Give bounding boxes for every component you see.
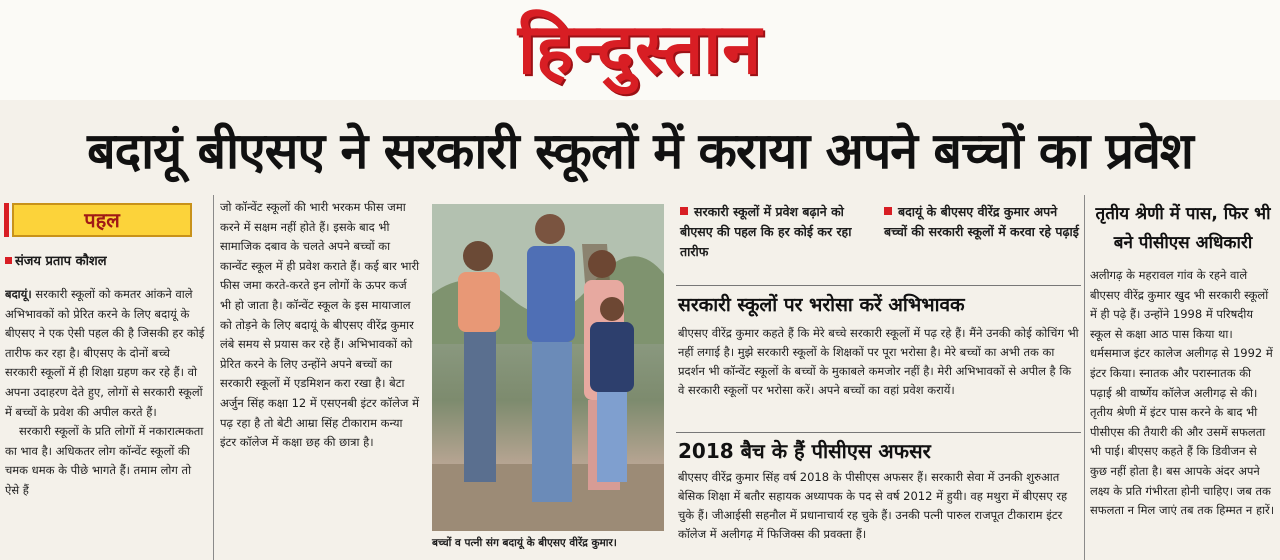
column-divider: [1084, 195, 1085, 560]
left-paragraph-2: सरकारी स्कूलों के प्रति लोगों में नकारात्मकता का भाव है। अधिकतर लोग कॉन्वेंट स्कूलों की चमक धमक के पीछे भागते हैं। तमाम लोग तो ऐसे हैं: [5, 424, 204, 497]
family-photo: [432, 204, 664, 531]
right-column-body: अलीगढ़ के महरावल गांव के रहने वाले बीएसए वीरेंद्र कुमार खुद भी सरकारी स्कूलों में ही पढ़े हैं। उन्होंने 1998 में परिषदीय स्कूल से कक्षा आठ पास किया था। धर्मसमाज इंटर कालेज अलीगढ़ से 1992 में इंटर किया। स्नातक और परास्नातक की पढ़ाई श्री वार्ष्णेय कॉलेज अलीगढ़ से की। तृतीय श्रेणी में इंटर पास करने के बाद भी पीसीएस की तैयारी की और उसमें सफलता भी पाई। बीएसए कहते हैं कि डिवीजन से कुछ नहीं होता है। बस आपके अंदर अपने लक्ष्य के प्रति गंभीरता होनी चाहिए। जब तक सफलता न मिल जाएं तब तक हिम्मत न हारें।: [1090, 268, 1275, 518]
square-bullet-icon: [5, 257, 12, 264]
byline-author: संजय प्रताप कौशल: [15, 254, 107, 269]
photo-caption: बच्चों व पत्नी संग बदायूं के बीएसए वीरेंद्र कुमार।: [432, 537, 617, 549]
section1-title: सरकारी स्कूलों पर भरोसा करें अभिभावक: [678, 294, 965, 316]
dateline: बदायूं।: [5, 287, 32, 301]
square-bullet-icon: [884, 207, 892, 215]
section2-body: बीएसए वीरेंद्र कुमार सिंह वर्ष 2018 के पीसीएस अफसर हैं। सरकारी सेवा में उनकी शुरुआत बेसिक शिक्षा में बतौर सहायक अध्यापक के पद से वर्ष 2012 में हुयी। वह मथुरा में बीएसए रह चुके हैं। जीआईसी सहनौल में प्रधानाचार्य रह चुके हैं। उनकी पत्नी पारुल राजपूत टीकाराम इंटर कॉलेज में अलीगढ़ में फिजिक्स की प्रवक्ता हैं।: [678, 470, 1068, 541]
section2-title: 2018 बैच के हैं पीसीएस अफसर: [678, 439, 931, 463]
right-column-title: तृतीय श्रेणी में पास, फिर भी बने पीसीएस अधिकारी: [1095, 204, 1271, 253]
highlight-1: सरकारी स्कूलों में प्रवेश बढ़ाने को बीएसए की पहल कि हर कोई कर रहा तारीफ: [680, 204, 852, 259]
tag-accent-bar: [4, 203, 9, 237]
family-photo-illustration: [432, 204, 664, 531]
column-divider: [213, 195, 214, 560]
section-divider: [676, 432, 1081, 433]
left-column-text: [5, 285, 205, 560]
masthead: [0, 0, 1280, 100]
newspaper-logo: हिन्दुस्तान: [517, 7, 763, 90]
highlight-2: बदायूं के बीएसए वीरेंद्र कुमार अपने बच्चों की सरकारी स्कूलों में करवा रहे पढ़ाई: [884, 204, 1079, 239]
square-bullet-icon: [680, 207, 688, 215]
middle-paragraph: जो कॉन्वेंट स्कूलों की भारी भरकम फीस जमा करने में सक्षम नहीं होते हैं। इसके बाद भी सामाजिक दबाव के चलते अपने बच्चों का कान्वेंट स्कूल में ही प्रवेश कराते हैं। कई बार भारी फीस जमा करते-करते इन लोगों के ऊपर कर्ज भी हो जाता है। कॉन्वेंट स्कूल के इस मायाजाल को तोड़ने के लिए बदायूं के बीएसए वीरेंद्र कुमार लंबे समय से प्रयास कर रहे हैं। अभिभावकों को प्रेरित करने के लिए उन्होंने अपने बच्चों का सरकारी स्कूलों में एडमिशन करा रखा है। बेटा अर्जुन सिंह कक्षा 12 में एसएनबी इंटर कॉलेज में पढ़ रहा है तो बेटी आम्रा सिंह टीकाराम कन्या इंटर कॉलेज में कक्षा छह की छात्रा है।: [220, 200, 420, 450]
middle-column-text: [220, 198, 420, 560]
byline: [5, 253, 205, 271]
main-headline: बदायूं बीएसए ने सरकारी स्कूलों में कराया अपने बच्चों का प्रवेश: [87, 122, 1193, 180]
section1-body: बीएसए वीरेंद्र कुमार कहते हैं कि मेरे बच्चे सरकारी स्कूलों में पढ़ रहे हैं। मैंने उनकी कोई कोचिंग भी नहीं लगाई है। मुझे सरकारी स्कूलों के शिक्षकों पर पूरा भरोसा है। मेरे बच्चों का अभी तक का प्रदर्शन भी कॉन्वेंट स्कूलों के बच्चों के मुकाबले कमजोर नहीं है। मेरी अभिभावकों से अपील है कि वे सरकारी स्कूलों पर भरोसा करें। अपने बच्चों का वहां प्रवेश करायें।: [678, 326, 1079, 397]
left-paragraph-1: बदायूं। सरकारी स्कूलों को कमतर आंकने वाले अभिभावकों को प्रेरित करने के लिए बदायूं के बीएसए ने एक ऐसी पहल की है जिसकी हर कोई तारीफ कर रहा है। बीएसए के दोनों बच्चे सरकारी स्कूलों में ही शिक्षा ग्रहण कर रहे हैं। वो अपना उदाहरण देते हुए, लोगों से सरकारी स्कूलों में बच्चों के प्रवेश की अपील करते हैं।: [5, 287, 205, 419]
section-tag: पहल: [12, 203, 192, 237]
section-divider: [676, 285, 1081, 286]
